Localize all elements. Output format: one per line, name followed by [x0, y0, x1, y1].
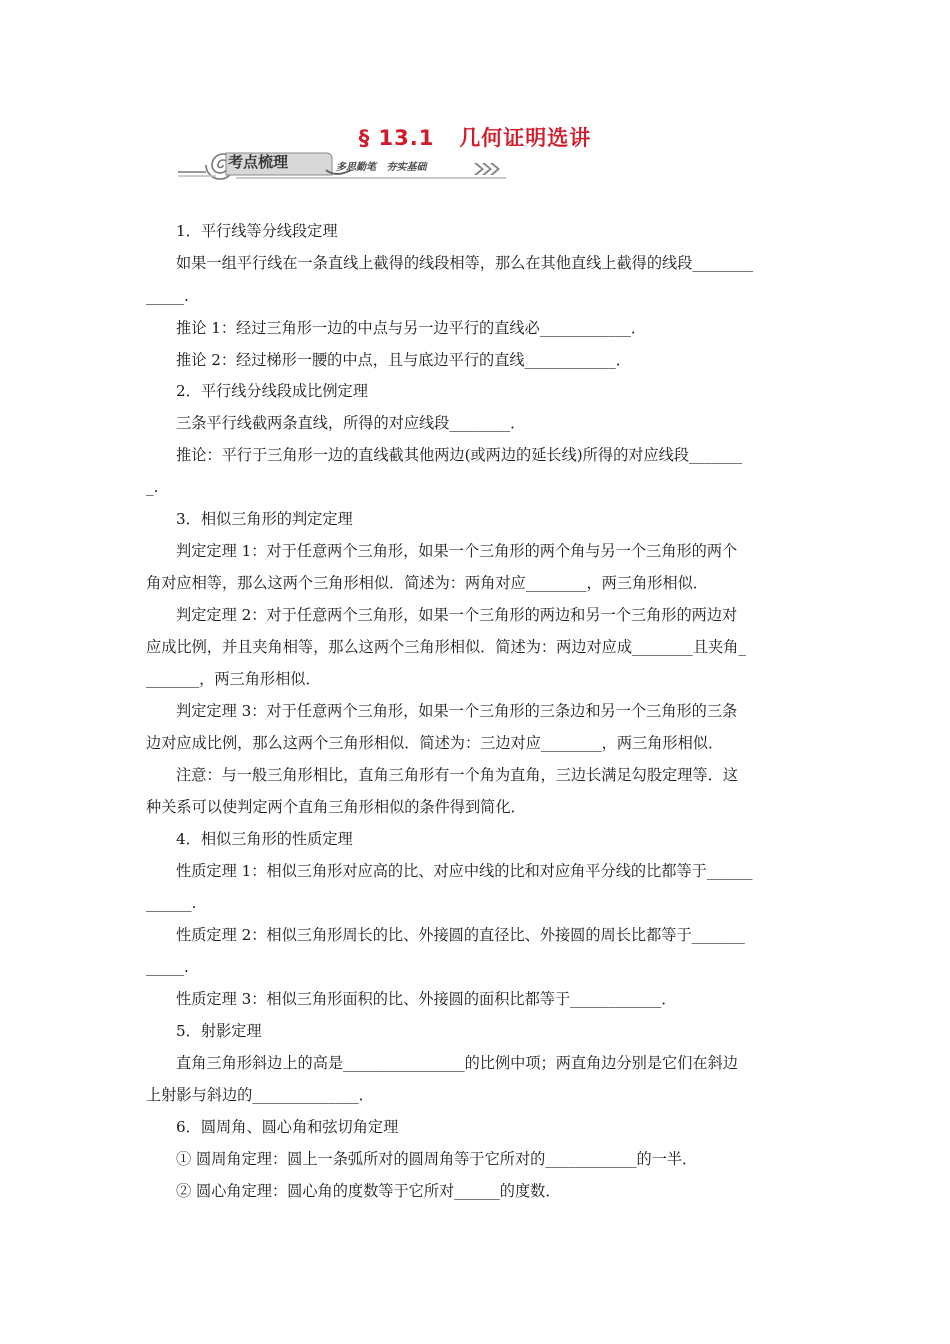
heading-4: 4．相似三角形的性质定理: [176, 830, 353, 848]
text-line: 判定定理 3：对于任意两个三角形，如果一个三角形的三条边和另一个三角形的三条: [176, 702, 738, 720]
text-line: _.: [146, 478, 159, 496]
banner-label: 考点梳理: [228, 153, 289, 171]
chevrons-icon: [474, 163, 500, 175]
heading-3: 3．相似三角形的判定定理: [176, 510, 353, 528]
text-line: ______.: [146, 894, 197, 912]
text-line: _____.: [146, 287, 189, 305]
text-line: 推论 1：经过三角形一边的中点与另一边平行的直线必____________．: [176, 319, 647, 337]
text-line: 性质定理 2：相似三角形周长的比、外接圆的直径比、外接圆的周长比都等于_______: [176, 926, 745, 944]
text-line: 推论：平行于三角形一边的直线截其他两边(或两边的延长线)所得的对应线段_______: [176, 446, 743, 464]
heading-1: 1．平行线等分线段定理: [176, 222, 338, 240]
text-line: 边对应成比例，那么这两个三角形相似．简述为：三边对应________，两三角形相似．: [146, 734, 724, 752]
text-line: 角对应相等，那么这两个三角形相似．简述为：两角对应________，两三角形相似．: [146, 574, 708, 592]
text-line: ② 圆心角定理：圆心角的度数等于它所对______的度数．: [176, 1182, 561, 1200]
text-line: 如果一组平行线在一条直线上截得的线段相等，那么在其他直线上截得的线段________: [176, 254, 754, 272]
text-line: 直角三角形斜边上的高是________________的比例中项；两直角边分别是它们在斜边: [176, 1054, 738, 1072]
banner-tagline: 多思勤笔 夯实基础: [336, 162, 427, 173]
text-line: ① 圆周角定理：圆上一条弧所对的圆周角等于它所对的____________的一半．: [176, 1150, 698, 1168]
text-line: 判定定理 2：对于任意两个三角形，如果一个三角形的两边和另一个三角形的两边对: [176, 606, 738, 624]
text-line: 上射影与斜边的______________．: [146, 1086, 374, 1104]
heading-6: 6．圆周角、圆心角和弦切角定理: [176, 1118, 399, 1136]
text-line: 应成比例，并且夹角相等，那么这两个三角形相似．简述为：两边对应成________且夹角_: [146, 638, 746, 656]
text-line: 三条平行线截两条直线，所得的对应线段________．: [176, 414, 526, 432]
text-line: _______，两三角形相似．: [146, 670, 321, 688]
text-line: 性质定理 1：相似三角形对应高的比、对应中线的比和对应角平分线的比都等于______: [176, 862, 753, 880]
section-title: § 13.1 几何证明选讲: [358, 126, 592, 150]
text-line: 种关系可以使判定两个直角三角形相似的条件得到简化．: [146, 798, 526, 816]
text-line: 推论 2：经过梯形一腰的中点，且与底边平行的直线____________．: [176, 351, 631, 369]
heading-5: 5．射影定理: [176, 1022, 262, 1040]
text-line: 判定定理 1：对于任意两个三角形，如果一个三角形的两个角与另一个三角形的两个: [176, 542, 738, 560]
text-line: _____.: [146, 958, 189, 976]
heading-2: 2．平行线分线段成比例定理: [176, 382, 368, 400]
text-line: 注意：与一般三角形相比，直角三角形有一个角为直角，三边长满足勾股定理等．这: [176, 766, 738, 784]
text-line: 性质定理 3：相似三角形面积的比、外接圆的面积比都等于____________．: [176, 990, 677, 1008]
